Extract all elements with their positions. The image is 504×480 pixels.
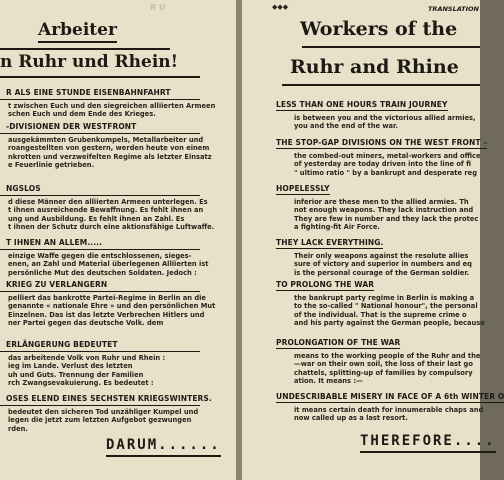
german-leaflet-page: [0, 0, 236, 480]
section-heading: UNDESCRIBABLE MISERY IN FACE OF A 6th WINTER O: [276, 392, 504, 401]
title-underline: [0, 76, 200, 78]
body-line: legen die jetzt zum letzten Aufgebot gezwungen: [8, 416, 192, 425]
body-line: bedeutet den sicheren Tod unzähliger Kumpel und: [8, 408, 199, 416]
section-rule: [0, 133, 200, 134]
section-rule: [0, 291, 200, 292]
body-line: ung und Ausbildung. Es fehlt ihnen an Zahl. Es: [8, 214, 185, 223]
page-title-line2: n Ruhr und Rhein!: [0, 52, 179, 72]
page-title-line1: Arbeiter: [38, 20, 117, 43]
body-line: you and the end of the war.: [294, 122, 398, 131]
body-line: Their only weapons against the resolute allies: [294, 252, 469, 260]
body-line: to the so-called " National honour", the personal: [294, 302, 478, 311]
section-heading: KRIEG ZU VERLANGERN: [6, 280, 108, 289]
body-line: —war on their own soil, the loss of their last go: [294, 360, 473, 369]
body-line: rch Zwangsevakuierung. Es bedeutet :: [8, 379, 154, 388]
body-line: das arbeitende Volk von Ruhr und Rhein :: [8, 354, 166, 362]
body-line: t ihnen der Schutz durch eine aktionsfähige Luftwaffe.: [8, 223, 215, 232]
title-rule: [0, 48, 170, 50]
title-rule: [302, 46, 480, 48]
english-translation-page: [242, 0, 504, 480]
title-underline: [282, 84, 480, 86]
body-line: rden.: [8, 424, 28, 433]
page-mark: ◆◆◆: [272, 3, 289, 11]
body-line: it means certain death for innumerable chaps and: [294, 406, 484, 414]
section-heading: NGSLOS: [6, 184, 41, 193]
body-line: the bankrupt party regime in Berlin is making a: [294, 294, 475, 302]
body-line: a fighting-fit Air Force.: [294, 223, 380, 232]
body-line: " ultimo ratio " by a bankrupt and desperate reg: [294, 168, 477, 177]
body-line: schen Euch und dem Ende des Krieges.: [8, 110, 156, 119]
body-line: ation. It means :—: [294, 377, 363, 386]
body-line: the combed-out miners, metal-workers and office: [294, 152, 481, 160]
closing-word: DARUM......: [106, 437, 221, 457]
section-heading: OSES ELEND EINES SECHSTEN KRIEGSWINTERS.: [6, 394, 212, 403]
section-heading: THEY LACK EVERYTHING.: [276, 238, 384, 247]
body-line: sure of victory and superior in numbers and eq: [294, 260, 472, 269]
body-line: nkrotten und verzweifelten Regime als letzter Einsatz: [8, 152, 212, 161]
section-heading: T IHNEN AN ALLEM.....: [6, 238, 103, 247]
body-line: of yesterday are today driven into the line of fi: [294, 160, 472, 169]
section-heading: PROLONGATION OF THE WAR: [276, 338, 401, 347]
section-heading: TO PROLONG THE WAR: [276, 280, 375, 289]
page-title-line1: Workers of the: [300, 18, 458, 40]
body-line: d diese Männer den alliierten Armeen unterlegen. Es: [8, 198, 208, 206]
section-heading: HOPELESSLY: [276, 184, 330, 193]
body-line: inferior are these men to the allied armies. Th: [294, 198, 469, 206]
body-line: is between you and the victorious allied armies,: [294, 114, 476, 122]
bleed-through-marks: R U: [150, 3, 166, 12]
section-heading: ERLÄNGERUNG BEDEUTET: [6, 340, 118, 349]
page-title-line2: Ruhr and Rhine: [290, 56, 459, 78]
body-line: t ihnen ausreichende Bewaffnung. Es fehlt ihnen an: [8, 206, 204, 215]
section-rule: [0, 351, 200, 352]
section-heading: -DIVISIONEN DER WESTFRONT: [6, 122, 137, 131]
body-line: They are few in number and they lack the protec: [294, 214, 479, 223]
body-line: chattels, splitting-up of families by compulsory: [294, 368, 473, 377]
section-heading: R ALS EINE STUNDE EISENBAHNFAHRT: [6, 88, 171, 97]
body-line: enen, an Zahl und Material überlegenen Alliierten ist: [8, 260, 209, 269]
section-rule: [0, 249, 200, 250]
body-line: now called up as a last resort.: [294, 414, 408, 423]
body-line: is the personal courage of the German soldier.: [294, 268, 470, 277]
body-line: genannte « nationale Ehre » und den persönlichen Mut: [8, 302, 216, 311]
body-line: pelliert das bankrotte Partei-Regime in Berlin an die: [8, 294, 206, 302]
body-line: t zwischen Euch und den siegreichen alliierten Armeen: [8, 102, 216, 110]
body-line: of the individual. That is the supreme crime o: [294, 310, 467, 319]
section-rule: [0, 195, 200, 196]
closing-word: THEREFORE....: [360, 433, 496, 453]
body-line: means to the working people of the Ruhr and the: [294, 352, 481, 360]
body-line: not enough weapons. They lack instruction and: [294, 206, 474, 215]
body-line: einzige Waffe gegen die entschlossenen, sieges-: [8, 252, 192, 260]
body-line: persönliche Mut des deutschen Soldaten. Jedoch :: [8, 268, 197, 277]
body-line: roangestellten von gestern, werden heute von einem: [8, 144, 210, 153]
section-heading: LESS THAN ONE HOURS TRAIN JOURNEY: [276, 100, 448, 109]
section-rule: [0, 405, 200, 406]
body-line: uh und Guts. Trennung der Familien: [8, 370, 144, 379]
body-line: ieg im Lande. Verlust des letzten: [8, 362, 133, 371]
body-line: Einzelnen. Das ist das letzte Verbrechen Hitlers und: [8, 310, 205, 319]
body-line: ausgekämmten Grubenkumpels, Metallarbeiter und: [8, 136, 204, 144]
translation-header: TRANSLATION: [428, 5, 479, 13]
body-line: ner Partei gegen das deutsche Volk. dem: [8, 319, 164, 328]
section-heading: THE STOP-GAP DIVISIONS ON THE WEST FRONT –: [276, 138, 488, 147]
body-line: e Feuerlinie getrieben.: [8, 161, 95, 170]
section-rule: [0, 99, 200, 100]
body-line: and his party against the German people, because: [294, 319, 485, 328]
